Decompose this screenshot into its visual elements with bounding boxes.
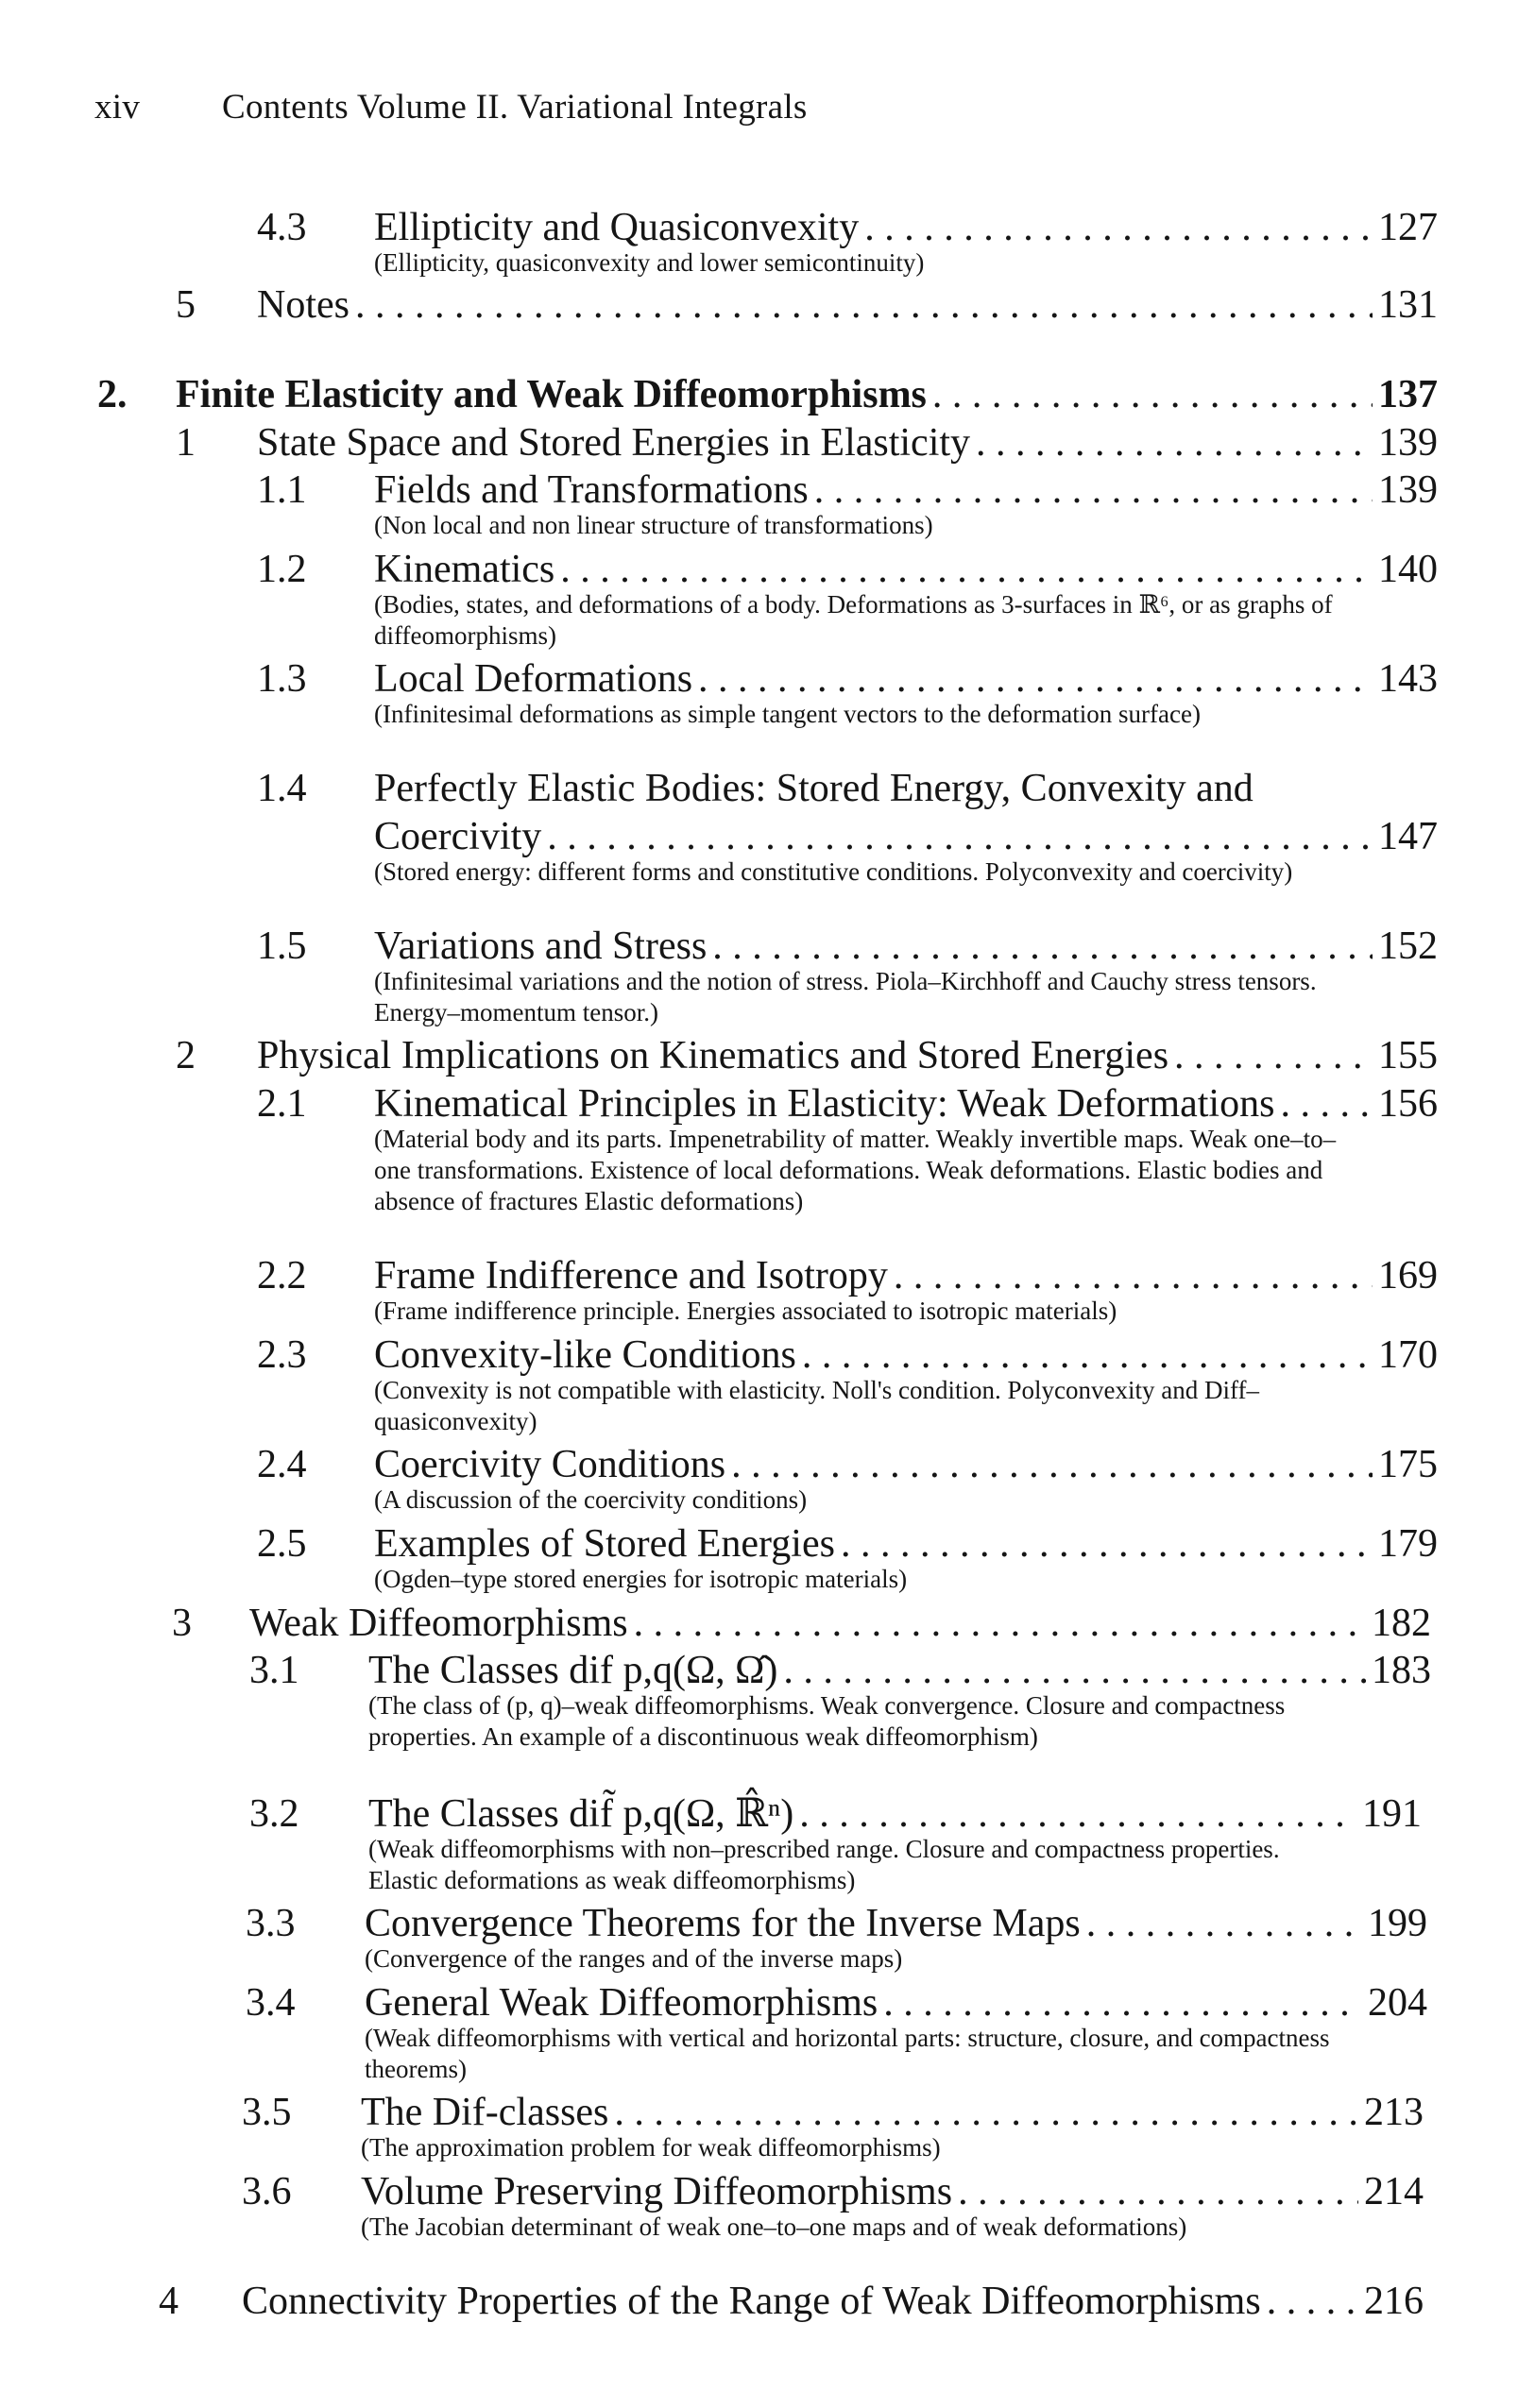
toc-entry-4-3[interactable] [0,204,1535,251]
entry-description: (Frame indifference principle. Energies associated to isotropic materials) [374,1297,1117,1325]
leader-dots [634,1600,1366,1647]
leader-dots [894,1252,1373,1299]
page-ref: 140 [1378,548,1438,591]
entry-description: (The approximation problem for weak diffeomorphisms) [361,2133,941,2162]
toc-entry-3-2[interactable] [0,1790,1535,1838]
entry-description: (The Jacobian determinant of weak one–to–one maps and of weak deformations) [361,2213,1187,2241]
page-ref: 169 [1378,1254,1438,1297]
section-number: 2.1 [257,1082,307,1126]
entry-description: (Infinitesimal variations and the notion of stress. Piola–Kirchhoff and Cauchy stress tensors. Energy–momentum tensor.) [374,967,1317,1026]
leader-dots [355,281,1373,329]
page-ref: 183 [1372,1649,1431,1692]
entry-title: Connectivity Properties of the Range of Weak Diffeomorphisms [242,2280,1261,2323]
entry-title: Examples of Stored Energies [374,1522,835,1566]
entry-title: Frame Indifference and Isotropy [374,1254,888,1297]
page-ref: 216 [1364,2280,1424,2323]
leader-dots [802,1331,1373,1379]
page-ref: 175 [1378,1443,1438,1486]
leader-dots [932,371,1373,418]
page-ref: 143 [1378,657,1438,701]
leader-dots [712,923,1373,970]
page-ref: 214 [1364,2170,1424,2213]
page-ref: 179 [1378,1522,1438,1566]
running-header [94,87,808,127]
leader-dots [814,466,1373,514]
page-ref: 170 [1378,1333,1438,1377]
toc-entry-1-4[interactable] [0,813,1535,860]
toc-entry-2-2[interactable] [0,1252,1535,1299]
entry-description: (Non local and non linear structure of transformations) [374,511,933,539]
entry-title: Volume Preserving Diffeomorphisms [361,2170,953,2213]
section-number: 1 [176,421,196,465]
entry-title: Ellipticity and Quasiconvexity [374,206,860,249]
toc-entry-2-5[interactable] [0,1520,1535,1568]
page-number: xiv [94,88,141,127]
entry-description: (Convergence of the ranges and of the inverse maps) [365,1944,903,1973]
leader-dots [560,546,1373,593]
page-ref: 204 [1368,1981,1427,2025]
toc-entry-1-5[interactable] [0,923,1535,970]
entry-title: Weak Diffeomorphisms [249,1602,628,1645]
entry-title: Kinematical Principles in Elasticity: Weak Deformations [374,1082,1275,1126]
section-number: 5 [176,283,196,327]
page-ref: 139 [1378,421,1438,465]
page-ref: 127 [1378,206,1438,249]
leader-dots [958,2168,1358,2215]
entry-description: (Weak diffeomorphisms with non–prescribed range. Closure and compactness properties. Elastic deformations as weak diffeomorphisms) [368,1835,1280,1894]
section-number: 3.2 [249,1792,299,1836]
entry-description: (Ogden–type stored energies for isotropic materials) [374,1565,908,1593]
page-ref: 147 [1378,815,1438,858]
toc-entry-1-1[interactable] [0,466,1535,514]
entry-description: (Stored energy: different forms and constitutive conditions. Polyconvexity and coercivity) [374,857,1293,886]
entry-title: Coercivity Conditions [374,1443,726,1486]
section-number: 3.1 [249,1649,299,1692]
section-number: 3.6 [242,2170,292,2213]
toc-entry-2-3[interactable] [0,1331,1535,1379]
leader-dots [841,1520,1373,1568]
entry-description: (The class of (p, q)–weak diffeomorphisms. Weak convergence. Closure and compactness properties. An example of a discontinuous weak diffeomorphism) [368,1691,1286,1751]
section-number: 3 [172,1602,192,1645]
page-ref: 139 [1378,468,1438,512]
entry-title: Physical Implications on Kinematics and Stored Energies [257,1034,1169,1077]
entry-description: (Infinitesimal deformations as simple tangent vectors to the deformation surface) [374,700,1201,728]
entry-description: (Ellipticity, quasiconvexity and lower semicontinuity) [374,248,925,277]
page-ref: 152 [1378,924,1438,968]
toc-entry-3-1[interactable] [0,1647,1535,1694]
toc-entry-3-6[interactable] [0,2168,1535,2215]
entry-title: Kinematics [374,548,555,591]
section-number: 2 [176,1034,196,1077]
entry-title: Convexity-like Conditions [374,1333,796,1377]
toc-entry-4[interactable] [0,2278,1535,2325]
section-number: 2.5 [257,1522,307,1566]
section-number: 1.4 [257,767,307,810]
toc-entry-2[interactable] [0,1032,1535,1079]
section-number: 1.2 [257,548,307,591]
leader-dots [864,204,1373,251]
section-number: 4.3 [257,206,307,249]
entry-title: Finite Elasticity and Weak Diffeomorphisms [176,373,927,416]
entry-description: (Material body and its parts. Impenetrability of matter. Weakly invertible maps. Weak one–to–one transformations. Existence of local deformations. Weak deformations. Elastic bodies and absence of fractures Elastic deformations) [374,1125,1337,1215]
section-number: 4 [159,2280,179,2323]
toc-entry-1-3[interactable] [0,655,1535,703]
leader-dots [883,1979,1362,2026]
toc-entry-3[interactable] [0,1600,1535,1647]
entry-title: The Dif-classes [361,2091,609,2134]
entry-title: State Space and Stored Energies in Elasticity [257,421,971,465]
leader-dots [547,813,1373,860]
entry-description: (A discussion of the coercivity conditions) [374,1485,808,1514]
entry-description: (Bodies, states, and deformations of a body. Deformations as 3-surfaces in ℝ⁶, or as graphs of diffeomorphisms) [374,590,1333,650]
toc-entry-3-3[interactable] [0,1900,1535,1947]
toc-entry-2-4[interactable] [0,1441,1535,1488]
toc-chapter-2[interactable] [0,371,1535,418]
page-ref: 199 [1368,1902,1427,1945]
leader-dots [1174,1032,1373,1079]
entry-description: (Convexity is not compatible with elasticity. Noll's condition. Polyconvexity and Diff–quasiconvexity) [374,1376,1259,1435]
leader-dots [783,1647,1366,1694]
leader-dots [614,2089,1358,2136]
entry-description: (Weak diffeomorphisms with vertical and horizontal parts: structure, closure, and compactness theorems) [365,2024,1330,2083]
section-number: 1.5 [257,924,307,968]
section-number: 2.3 [257,1333,307,1377]
section-number: 2.2 [257,1254,307,1297]
leader-dots [1267,2278,1358,2325]
section-number: 1.1 [257,468,307,512]
section-number: 3.4 [246,1981,296,2025]
section-number: 3.5 [242,2091,292,2134]
toc-entry-1-2[interactable] [0,546,1535,593]
toc-entry-2-1[interactable] [0,1080,1535,1128]
page-ref: 156 [1378,1082,1438,1126]
toc-entry-1[interactable] [0,419,1535,466]
page-ref: 131 [1378,283,1438,327]
running-title: Contents Volume II. Variational Integrals [222,88,808,127]
page-ref: 155 [1378,1034,1438,1077]
leader-dots [698,655,1373,703]
leader-dots [1086,1900,1362,1947]
leader-dots [1280,1080,1373,1128]
page-ref: 191 [1362,1792,1422,1836]
chapter-number: 2. [97,373,128,416]
leader-dots [799,1790,1356,1838]
leader-dots [976,419,1373,466]
entry-title: Local Deformations [374,657,693,701]
page-ref: 137 [1378,373,1438,416]
entry-title: Variations and Stress [374,924,708,968]
entry-title-line-1[interactable]: Perfectly Elastic Bodies: Stored Energy, Convexity and [374,767,1254,810]
toc-entry-5[interactable] [0,281,1535,329]
section-number: 1.3 [257,657,307,701]
entry-title: General Weak Diffeomorphisms [365,1981,878,2025]
entry-title: The Classes dif p,q(Ω, Ω̂) [368,1649,778,1692]
section-number: 3.3 [246,1902,296,1945]
toc-entry-3-5[interactable] [0,2089,1535,2136]
entry-title: Fields and Transformations [374,468,809,512]
entry-title: Convergence Theorems for the Inverse Maps [365,1902,1081,1945]
section-number: 2.4 [257,1443,307,1486]
toc-entry-3-4[interactable] [0,1979,1535,2026]
page-ref: 213 [1364,2091,1424,2134]
entry-title: Notes [257,283,350,327]
entry-title: The Classes dif̃ p,q(Ω, ℝ̂ⁿ) [368,1792,794,1836]
page-ref: 182 [1372,1602,1431,1645]
entry-title: Coercivity [374,815,542,858]
leader-dots [731,1441,1373,1488]
